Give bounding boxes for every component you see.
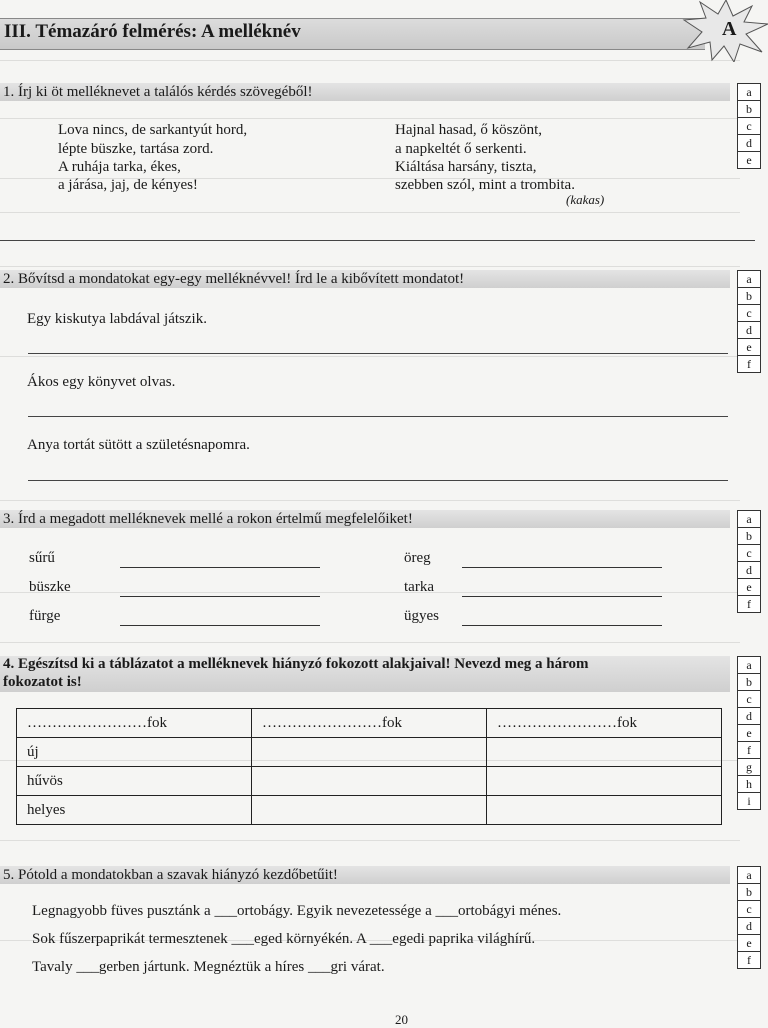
table-row [17, 738, 722, 767]
poem-right-line-3: Kiáltása harsány, tiszta, [395, 159, 537, 175]
check-a[interactable]: a [738, 84, 760, 101]
poem-left-line-2: lépte büszke, tartása zord. [58, 141, 214, 157]
check-d[interactable]: d [738, 708, 760, 725]
poem-right-line-1: Hajnal hasad, ő köszönt, [395, 122, 543, 138]
table-cell[interactable] [487, 767, 722, 796]
q4-checkboxes [737, 656, 761, 810]
q2-prompt: 2. Bővítsd a mondatokat egy-egy melléknévvel! Írd le a kibővített mondatot! [3, 271, 465, 287]
q3-word-left-3: fürge [29, 608, 61, 624]
check-c[interactable]: c [738, 305, 760, 322]
q3-blank-left-1[interactable] [120, 567, 320, 568]
q3-blank-right-3[interactable] [462, 625, 662, 626]
check-e[interactable]: e [738, 935, 760, 952]
table-row-label: hűvös [17, 767, 252, 796]
poem-left-line-4: a járása, jaj, de kényes! [58, 177, 198, 193]
table-cell[interactable] [487, 738, 722, 767]
check-g[interactable]: g [738, 759, 760, 776]
page-title: III. Témazáró felmérés: A melléknév [4, 21, 301, 42]
q1-prompt: 1. Írj ki öt melléknevet a találós kérdés szövegéből! [3, 84, 313, 100]
check-c[interactable]: c [738, 691, 760, 708]
q2-sentence-1: Egy kiskutya labdával játszik. [27, 311, 207, 327]
check-e[interactable]: e [738, 725, 760, 742]
check-d[interactable]: d [738, 135, 760, 152]
q2-checkboxes [737, 270, 761, 373]
table-cell[interactable] [252, 738, 487, 767]
check-b[interactable]: b [738, 101, 760, 118]
check-c[interactable]: c [738, 545, 760, 562]
check-d[interactable]: d [738, 562, 760, 579]
q2-answer-line-1[interactable] [28, 353, 728, 354]
q1-answer-line[interactable] [0, 240, 755, 241]
check-b[interactable]: b [738, 288, 760, 305]
q3-word-right-2: tarka [404, 579, 434, 595]
table-header-cell[interactable]: ……………………fok [17, 709, 252, 738]
q1-checkboxes [737, 83, 761, 169]
poem-right-line-2: a napkeltét ő serkenti. [395, 141, 527, 157]
riddle-answer: (kakas) [566, 192, 605, 207]
check-b[interactable]: b [738, 528, 760, 545]
q2-sentence-3: Anya tortát sütött a születésnapomra. [27, 437, 250, 453]
table-cell[interactable] [487, 796, 722, 825]
check-f[interactable]: f [738, 356, 760, 373]
table-row-label: új [17, 738, 252, 767]
q3-prompt: 3. Írd a megadott melléknevek mellé a rokon értelmű megfelelőiket! [3, 511, 413, 527]
table-header-row [17, 709, 722, 738]
q4-prompt-line-1: 4. Egészítsd ki a táblázatot a melléknevek hiányzó fokozott alakjaival! Nevezd meg a három [3, 656, 589, 672]
table-header-cell[interactable]: ……………………fok [487, 709, 722, 738]
q5-prompt: 5. Pótold a mondatokban a szavak hiányzó kezdőbetűit! [3, 867, 338, 883]
check-d[interactable]: d [738, 918, 760, 935]
check-a[interactable]: a [738, 511, 760, 528]
badge-letter: A [722, 18, 737, 40]
check-a[interactable]: a [738, 657, 760, 674]
poem-left-line-1: Lova nincs, de sarkantyút hord, [58, 122, 248, 138]
q5-line-1[interactable]: Legnagyobb füves pusztánk a ___ortobágy. Egyik nevezetessége a ___ortobágyi ménes. [32, 903, 562, 919]
q4-prompt-line-2: fokozatot is! [3, 674, 82, 690]
check-f[interactable]: f [738, 742, 760, 759]
table-row [17, 767, 722, 796]
q3-blank-right-1[interactable] [462, 567, 662, 568]
poem-right-line-4: szebben szól, mint a trombita. [395, 177, 575, 193]
check-h[interactable]: h [738, 776, 760, 793]
comparison-table [16, 708, 722, 825]
check-c[interactable]: c [738, 901, 760, 918]
q3-blank-left-3[interactable] [120, 625, 320, 626]
q3-blank-right-2[interactable] [462, 596, 662, 597]
q3-word-left-1: sűrű [29, 550, 55, 566]
check-e[interactable]: e [738, 152, 760, 169]
q3-word-left-2: büszke [29, 579, 71, 595]
check-i[interactable]: i [738, 793, 760, 810]
table-cell[interactable] [252, 796, 487, 825]
table-row [17, 796, 722, 825]
poem-left-line-3: A ruhája tarka, ékes, [58, 159, 181, 175]
check-e[interactable]: e [738, 339, 760, 356]
check-b[interactable]: b [738, 674, 760, 691]
q3-word-right-1: öreg [404, 550, 431, 566]
q5-checkboxes [737, 866, 761, 969]
check-e[interactable]: e [738, 579, 760, 596]
q2-sentence-2: Ákos egy könyvet olvas. [27, 374, 176, 390]
q3-blank-left-2[interactable] [120, 596, 320, 597]
check-b[interactable]: b [738, 884, 760, 901]
q3-checkboxes [737, 510, 761, 613]
page-number: 20 [395, 1012, 408, 1027]
table-row-label: helyes [17, 796, 252, 825]
q2-answer-line-2[interactable] [28, 416, 728, 417]
check-a[interactable]: a [738, 867, 760, 884]
check-f[interactable]: f [738, 596, 760, 613]
q5-line-2[interactable]: Sok fűszerpaprikát termesztenek ___eged környékén. A ___egedi paprika világhírű. [32, 931, 536, 947]
check-c[interactable]: c [738, 118, 760, 135]
q5-line-3[interactable]: Tavaly ___gerben jártunk. Megnéztük a híres ___gri várat. [32, 959, 385, 975]
check-a[interactable]: a [738, 271, 760, 288]
table-header-cell[interactable]: ……………………fok [252, 709, 487, 738]
q3-word-right-3: ügyes [404, 608, 439, 624]
table-cell[interactable] [252, 767, 487, 796]
q2-answer-line-3[interactable] [28, 480, 728, 481]
check-d[interactable]: d [738, 322, 760, 339]
check-f[interactable]: f [738, 952, 760, 969]
